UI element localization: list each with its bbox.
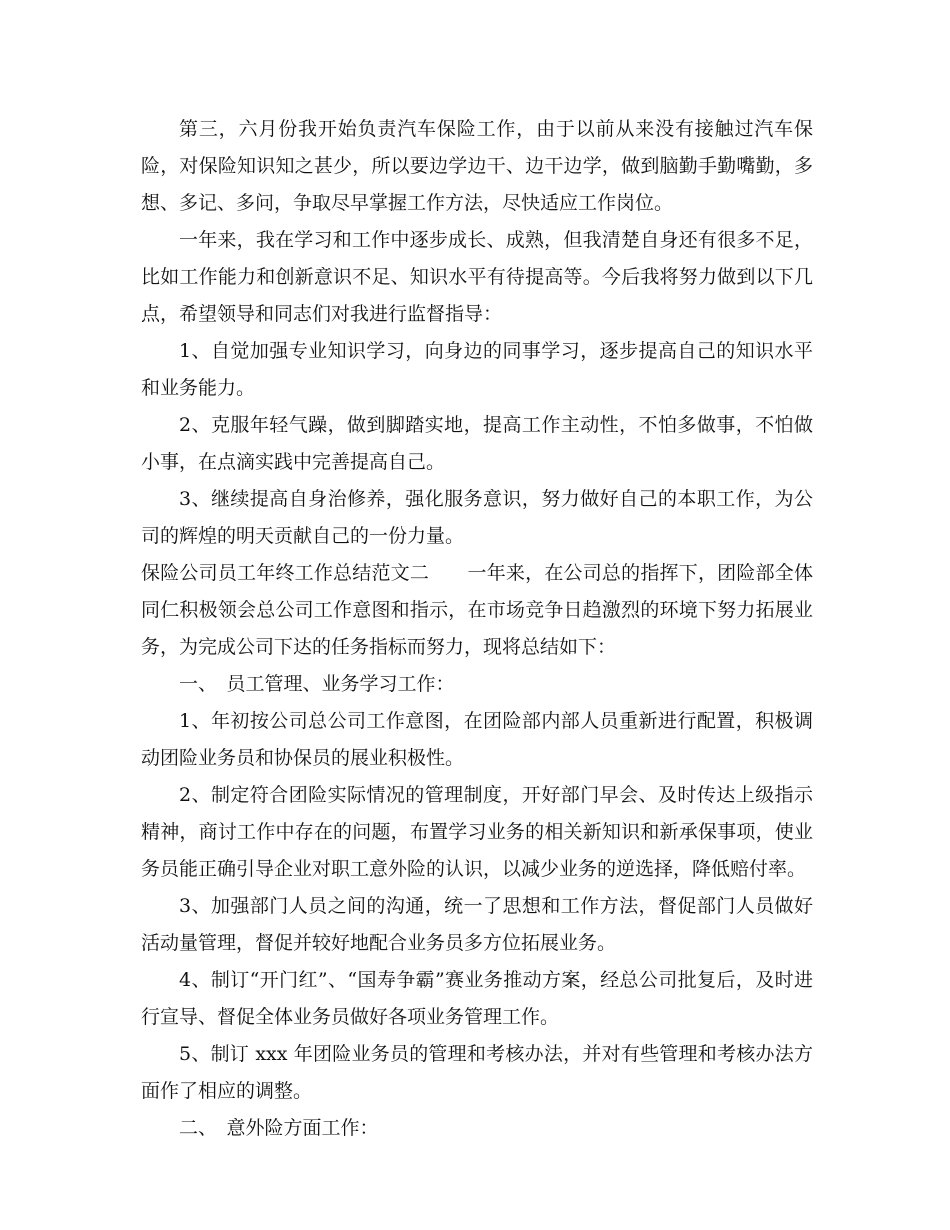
paragraph-item-3: 3、加强部门人员之间的沟通，统一了思想和工作方法，督促部门人员做好活动量管理，督促并较好地配合业务员多方位拓展业务。	[141, 895, 813, 954]
paragraph-point-1: 1、自觉加强专业知识学习，向身边的同事学习，逐步提高自己的知识水平和业务能力。	[141, 340, 813, 399]
paragraph-year-summary: 一年来，我在学习和工作中逐步成长、成熟，但我清楚自身还有很多不足，比如工作能力和创新意识不足、知识水平有待提高等。今后我将努力做到以下几点，希望领导和同志们对我进行监督指导：	[141, 229, 813, 325]
paragraph-point-3: 3、继续提高自身治修养，强化服务意识，努力做好自己的本职工作，为公司的辉煌的明天贡献自己的一份力量。	[141, 488, 813, 547]
paragraph-item-5: 5、制订 xxx 年团险业务员的管理和考核办法，并对有些管理和考核办法方面作了相应的调整。	[141, 1043, 813, 1102]
paragraph-item-4: 4、制订“开门红”、“国寿争霸”赛业务推动方案，经总公司批复后，及时进行宣导、督促全体业务员做好各项业务管理工作。	[141, 969, 813, 1028]
section-heading-staff-management: 一、 员工管理、业务学习工作：	[179, 673, 455, 695]
paragraph-point-2: 2、克服年轻气躁，做到脚踏实地，提高工作主动性，不怕多做事，不怕做小事，在点滴实践中完善提高自己。	[141, 414, 813, 473]
section-heading-accident-insurance: 二、 意外险方面工作：	[179, 1117, 379, 1139]
paragraph-item-1: 1、年初按公司总公司工作意图，在团险部内部人员重新进行配置，积极调动团险业务员和协保员的展业积极性。	[141, 710, 813, 769]
paragraph-third-car-insurance: 第三，六月份我开始负责汽车保险工作，由于以前从来没有接触过汽车保险，对保险知识知之甚少，所以要边学边干、边干边学，做到脑勤手勤嘴勤，多想、多记、多问，争取尽早掌握工作方法，尽快适应工作岗位。	[141, 118, 813, 214]
document-body	[141, 111, 813, 1147]
paragraph-sample-two-intro: 保险公司员工年终工作总结范文二 一年来，在公司总的指挥下，团险部全体同仁积极领会总公司工作意图和指示，在市场竞争日趋激烈的环境下努力拓展业务，为完成公司下达的任务指标而努力，现将总结如下：	[141, 562, 813, 658]
paragraph-item-2: 2、制定符合团险实际情况的管理制度，开好部门早会、及时传达上级指示精神，商讨工作中存在的问题，布置学习业务的相关新知识和新承保事项，使业务员能正确引导企业对职工意外险的认识，以减少业务的逆选择，降低赔付率。	[141, 784, 813, 880]
